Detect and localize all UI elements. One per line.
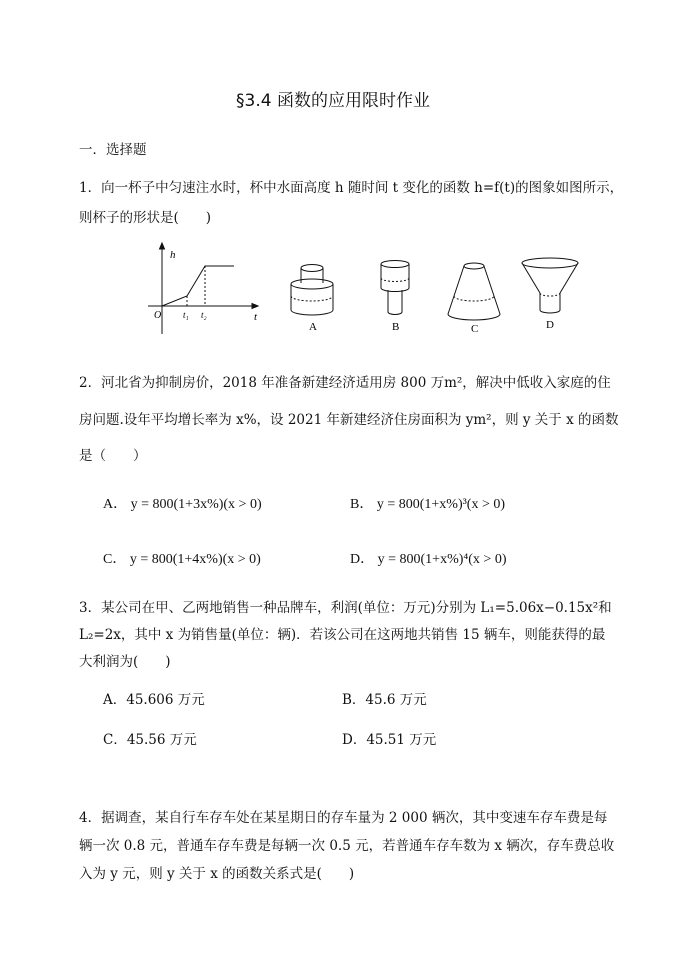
question-3-line-3: 大利润为( ) xyxy=(79,654,171,670)
cup-a xyxy=(291,265,333,316)
question-3-option-c[interactable]: C．45.56 万元 xyxy=(103,732,197,748)
question-2-line-1: 2．河北省为抑制房价，2018 年准备新建经济适用房 800 万m²，解决中低收入家庭的住 xyxy=(79,375,611,391)
height-time-graph xyxy=(148,243,258,334)
question-1-figure xyxy=(140,238,580,338)
graph-axis-h: h xyxy=(170,249,176,261)
graph-t2: t₂ xyxy=(201,310,207,320)
question-4-line-1: 4．据调查，某自行车存车处在某星期日的存车量为 2 000 辆次，其中变速车存车费是每 xyxy=(79,810,608,826)
question-2-option-a[interactable]: A． y = 800(1+3x%)(x > 0) xyxy=(103,497,262,512)
cup-c-label: C xyxy=(471,323,479,335)
section-heading: 一．选择题 xyxy=(79,142,147,158)
cup-b xyxy=(381,261,409,315)
question-3-option-b[interactable]: B．45.6 万元 xyxy=(342,692,427,708)
question-1-line-2: 则杯子的形状是( ) xyxy=(79,210,212,226)
question-3-option-a[interactable]: A．45.606 万元 xyxy=(103,692,205,708)
page-title: §3.4 函数的应用限时作业 xyxy=(236,91,430,111)
question-4-line-2: 辆一次 0.8 元，普通车存车费是每辆一次 0.5 元，若普通车存车数为 x 辆次，存车费总收 xyxy=(79,838,615,854)
cup-d xyxy=(522,258,578,313)
question-2-option-d[interactable]: D． y = 800(1+x%)⁴(x > 0) xyxy=(350,552,507,567)
question-1-line-1: 1．向一杯子中匀速注水时，杯中水面高度 h 随时间 t 变化的函数 h=f(t)的图象如图所示， xyxy=(79,180,624,196)
question-2-line-3: 是（ ） xyxy=(79,448,147,464)
question-2-option-b[interactable]: B． y = 800(1+x%)³(x > 0) xyxy=(350,497,506,512)
graph-origin: O xyxy=(154,310,162,321)
question-3-option-d[interactable]: D．45.51 万元 xyxy=(342,732,437,748)
graph-axis-t: t xyxy=(254,311,258,323)
question-2-line-2: 房问题.设年平均增长率为 x%，设 2021 年新建经济住房面积为 ym²，则 y 关于 x 的函数 xyxy=(79,412,619,428)
graph-t1: t₁ xyxy=(183,310,189,320)
cup-b-label: B xyxy=(392,321,400,333)
question-3-line-1: 3．某公司在甲、乙两地销售一种品牌车，利润(单位：万元)分别为 L₁=5.06x−0.15x²和 xyxy=(79,600,612,616)
question-3-line-2: L₂=2x，其中 x 为销售量(单位：辆)．若该公司在这两地共销售 15 辆车，则能获得的最 xyxy=(79,627,606,643)
cup-c xyxy=(448,263,500,320)
cup-a-label: A xyxy=(309,321,317,333)
question-4-line-3: 入为 y 元，则 y 关于 x 的函数关系式是( ) xyxy=(79,866,355,882)
cup-d-label: D xyxy=(546,319,554,331)
question-2-option-c[interactable]: C． y = 800(1+4x%)(x > 0) xyxy=(103,552,261,567)
